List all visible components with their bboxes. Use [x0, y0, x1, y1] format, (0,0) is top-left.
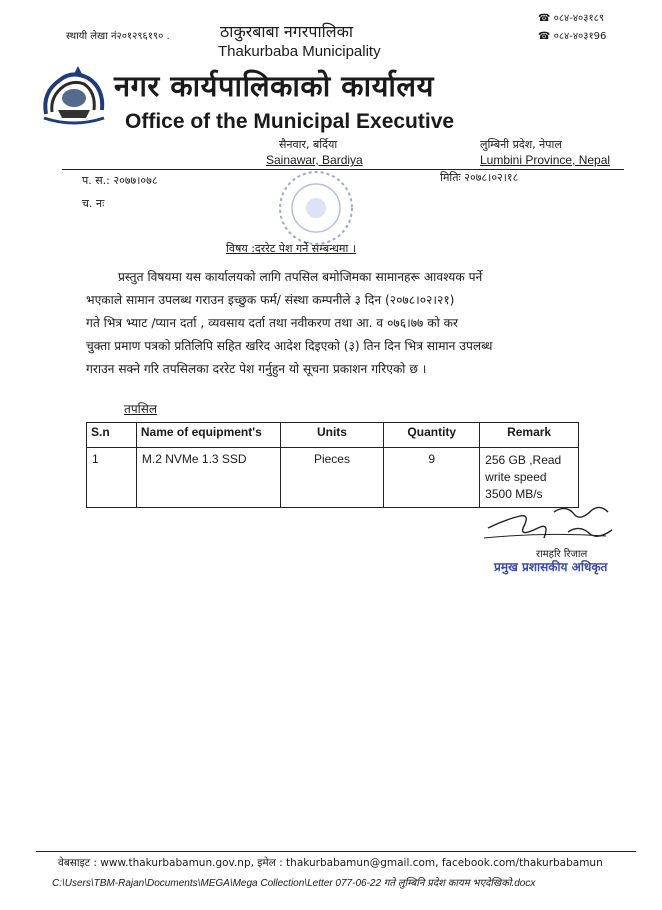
municipality-name-en: Thakurbaba Municipality — [218, 43, 381, 60]
phone-1: ☎ ०८४-४०३१८९ — [538, 13, 605, 24]
reference-number: प. स.: २०७७।०७८ — [82, 174, 158, 187]
municipality-name-np: ठाकुरबाबा नगरपालिका — [220, 22, 354, 41]
phone-icon: ☎ — [538, 13, 554, 24]
paragraph-line-5: गराउन सक्ने गरि तपसिलका दररेट पेश गर्नुहुन यो सूचना प्रकाशन गरिएको छ । — [86, 362, 427, 376]
cell-sn: 1 — [87, 448, 137, 508]
province-np: लुम्बिनी प्रदेश, नेपाल — [480, 138, 562, 151]
office-name-np: नगर कार्यपालिकाको कार्यालय — [114, 69, 434, 103]
schedule-label: तपसिल — [124, 402, 158, 416]
header-remark: Remark — [480, 423, 579, 448]
location-np: सैनवार, बर्दिया — [279, 138, 338, 151]
cell-remark: 256 GB ,Read write speed 3500 MB/s — [480, 448, 579, 508]
letter-date: मितिः २०७८।०२।१८ — [440, 171, 519, 184]
header-sn: S.n — [87, 423, 137, 448]
footer-contact: वेबसाइट : www.thakurbabamun.gov.np, इमेल : thakurbabamun@gmail.com, facebook.com/thakurbabamun — [58, 857, 603, 869]
cell-quantity: 9 — [384, 448, 480, 508]
header-equipment: Name of equipment's — [136, 423, 280, 448]
header-units: Units — [280, 423, 384, 448]
dispatch-number: च. नः — [82, 197, 105, 210]
header-quantity: Quantity — [384, 423, 480, 448]
location-en: Sainawar, Bardiya — [266, 153, 363, 167]
paragraph-line-2: भएकाले सामान उपलब्ध गराउन इच्छुक फर्म/ संस्था कम्पनीले ३ दिन (२०७८।०२।२१) — [86, 293, 455, 307]
table-header-row — [87, 423, 579, 448]
nepal-emblem-logo — [38, 64, 110, 126]
paragraph-line-1: प्रस्तुत विषयमा यस कार्यालयको लागि तपसिल बमोजिमका सामानहरू आवश्यक पर्ने — [118, 270, 483, 284]
office-stamp — [268, 166, 364, 250]
paragraph-line-4: चुक्ता प्रमाण पत्रको प्रतिलिपि सहित खरिद आदेश दिइएको (३) तिन दिन भित्र सामान उपलब्ध — [86, 339, 493, 353]
permanent-account-number: स्थायी लेखा नं२०१२९६१९० . — [66, 31, 170, 42]
phone-2: ☎ ०८४-४०३१96 — [538, 31, 607, 42]
signatory-name: रामहरि रिजाल — [536, 549, 588, 560]
signatory-title-stamp: प्रमुख प्रशासकीय अधिकृत — [494, 560, 608, 574]
letter-subject: विषय :दररेट पेश गर्ने सम्बन्धमा । — [226, 242, 357, 255]
footer-file-path: C:\Users\TBM-Rajan\Documents\MEGA\Mega Collection\Letter 077-06-22 गते लुम्बिनि प्रदेश कायम भएदेखिको.docx — [52, 878, 536, 889]
phone-icon: ☎ — [538, 31, 554, 42]
cell-equipment: M.2 NVMe 1.3 SSD — [136, 448, 280, 508]
cell-units: Pieces — [280, 448, 384, 508]
signature-graphic — [484, 498, 618, 546]
province-en: Lumbini Province, Nepal — [480, 153, 611, 167]
office-name-en: Office of the Municipal Executive — [125, 110, 455, 133]
equipment-table — [86, 422, 579, 508]
paragraph-line-3: गते भित्र भ्याट /प्यान दर्ता , व्यवसाय दर्ता तथा नवीकरण तथा आ. व ०७६।७७ को कर — [86, 316, 458, 330]
footer-divider — [36, 851, 636, 852]
